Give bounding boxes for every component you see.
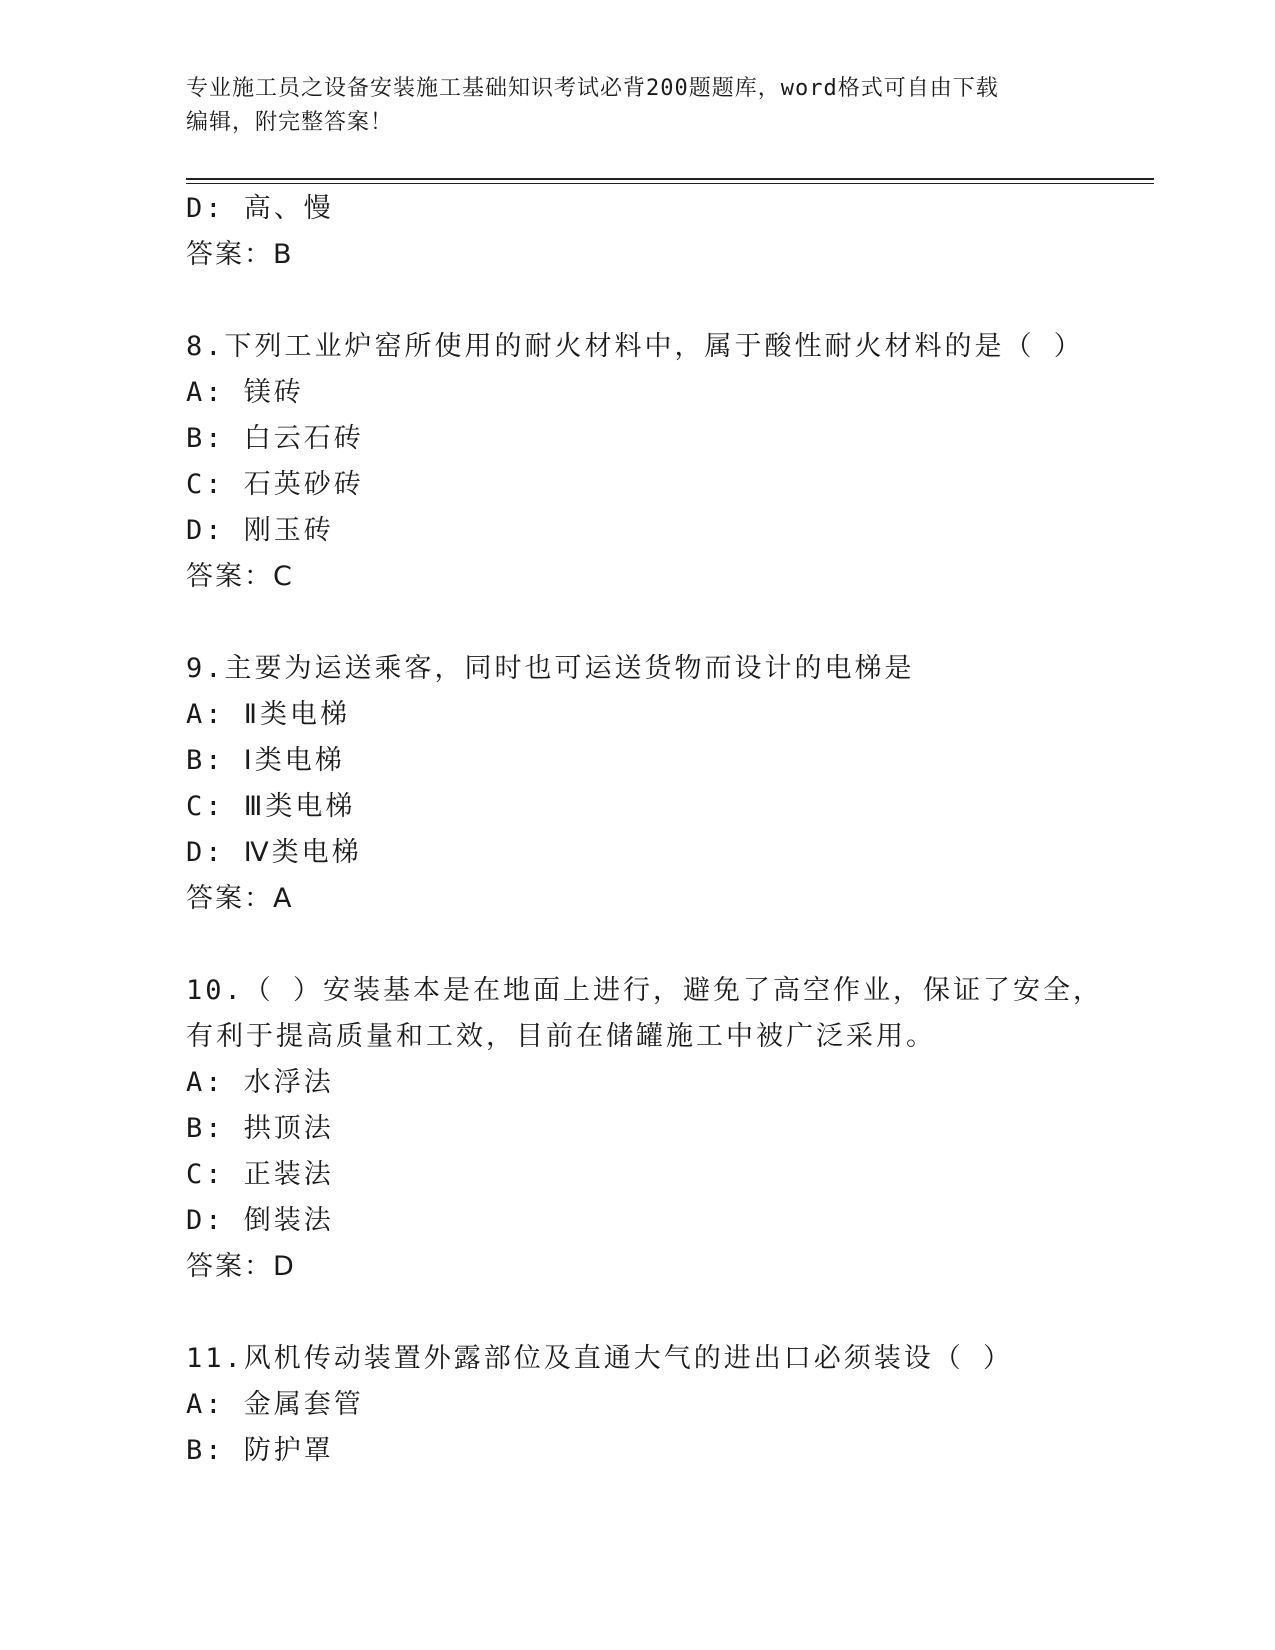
question-list xyxy=(186,186,1154,1474)
option-a: A: 镁砖 xyxy=(186,377,304,408)
option-d: D: 倒装法 xyxy=(186,1205,334,1236)
question-stem-line-1: 10.（ ）安装基本是在地面上进行，避免了高空作业，保证了安全， xyxy=(186,975,1104,1006)
question-9 xyxy=(186,646,1154,922)
spacer xyxy=(186,600,1154,646)
option-d: D: 刚玉砖 xyxy=(186,515,334,546)
header-divider-thin xyxy=(186,183,1154,184)
answer-line: 答案：C xyxy=(186,561,294,592)
document-header xyxy=(186,72,1086,140)
question-stem: 8.下列工业炉窑所使用的耐火材料中，属于酸性耐火材料的是（ ） xyxy=(186,331,1084,362)
header-title-line-2: 编辑，附完整答案！ xyxy=(186,110,394,135)
spacer xyxy=(186,922,1154,968)
header-divider-thick xyxy=(186,178,1154,180)
answer-line: 答案：D xyxy=(186,1251,296,1282)
option-a: A: Ⅱ类电梯 xyxy=(186,699,351,730)
question-7-tail xyxy=(186,186,1154,278)
option-c: C: 正装法 xyxy=(186,1159,334,1190)
question-stem-line-2: 有利于提高质量和工效，目前在储罐施工中被广泛采用。 xyxy=(186,1021,936,1052)
option-b: B: 防护罩 xyxy=(186,1435,334,1466)
option-a: A: 金属套管 xyxy=(186,1389,364,1420)
option-b: B: 白云石砖 xyxy=(186,423,364,454)
option-d: D: 高、慢 xyxy=(186,193,334,224)
question-11 xyxy=(186,1336,1154,1474)
question-stem: 9.主要为运送乘客，同时也可运送货物而设计的电梯是 xyxy=(186,653,915,684)
question-10 xyxy=(186,968,1154,1290)
option-c: C: Ⅲ类电梯 xyxy=(186,791,356,822)
answer-line: 答案：A xyxy=(186,883,294,914)
question-stem: 11.风机传动装置外露部位及直通大气的进出口必须装设（ ） xyxy=(186,1343,1014,1374)
option-b: B: 拱顶法 xyxy=(186,1113,334,1144)
option-a: A: 水浮法 xyxy=(186,1067,334,1098)
header-title-line-1: 专业施工员之设备安装施工基础知识考试必背200题题库，word格式可自由下载 xyxy=(186,76,999,101)
question-8 xyxy=(186,324,1154,600)
spacer xyxy=(186,1290,1154,1336)
spacer xyxy=(186,278,1154,324)
option-d: D: Ⅳ类电梯 xyxy=(186,837,362,868)
option-b: B: Ⅰ类电梯 xyxy=(186,745,345,776)
option-c: C: 石英砂砖 xyxy=(186,469,364,500)
answer-line: 答案：B xyxy=(186,239,294,270)
